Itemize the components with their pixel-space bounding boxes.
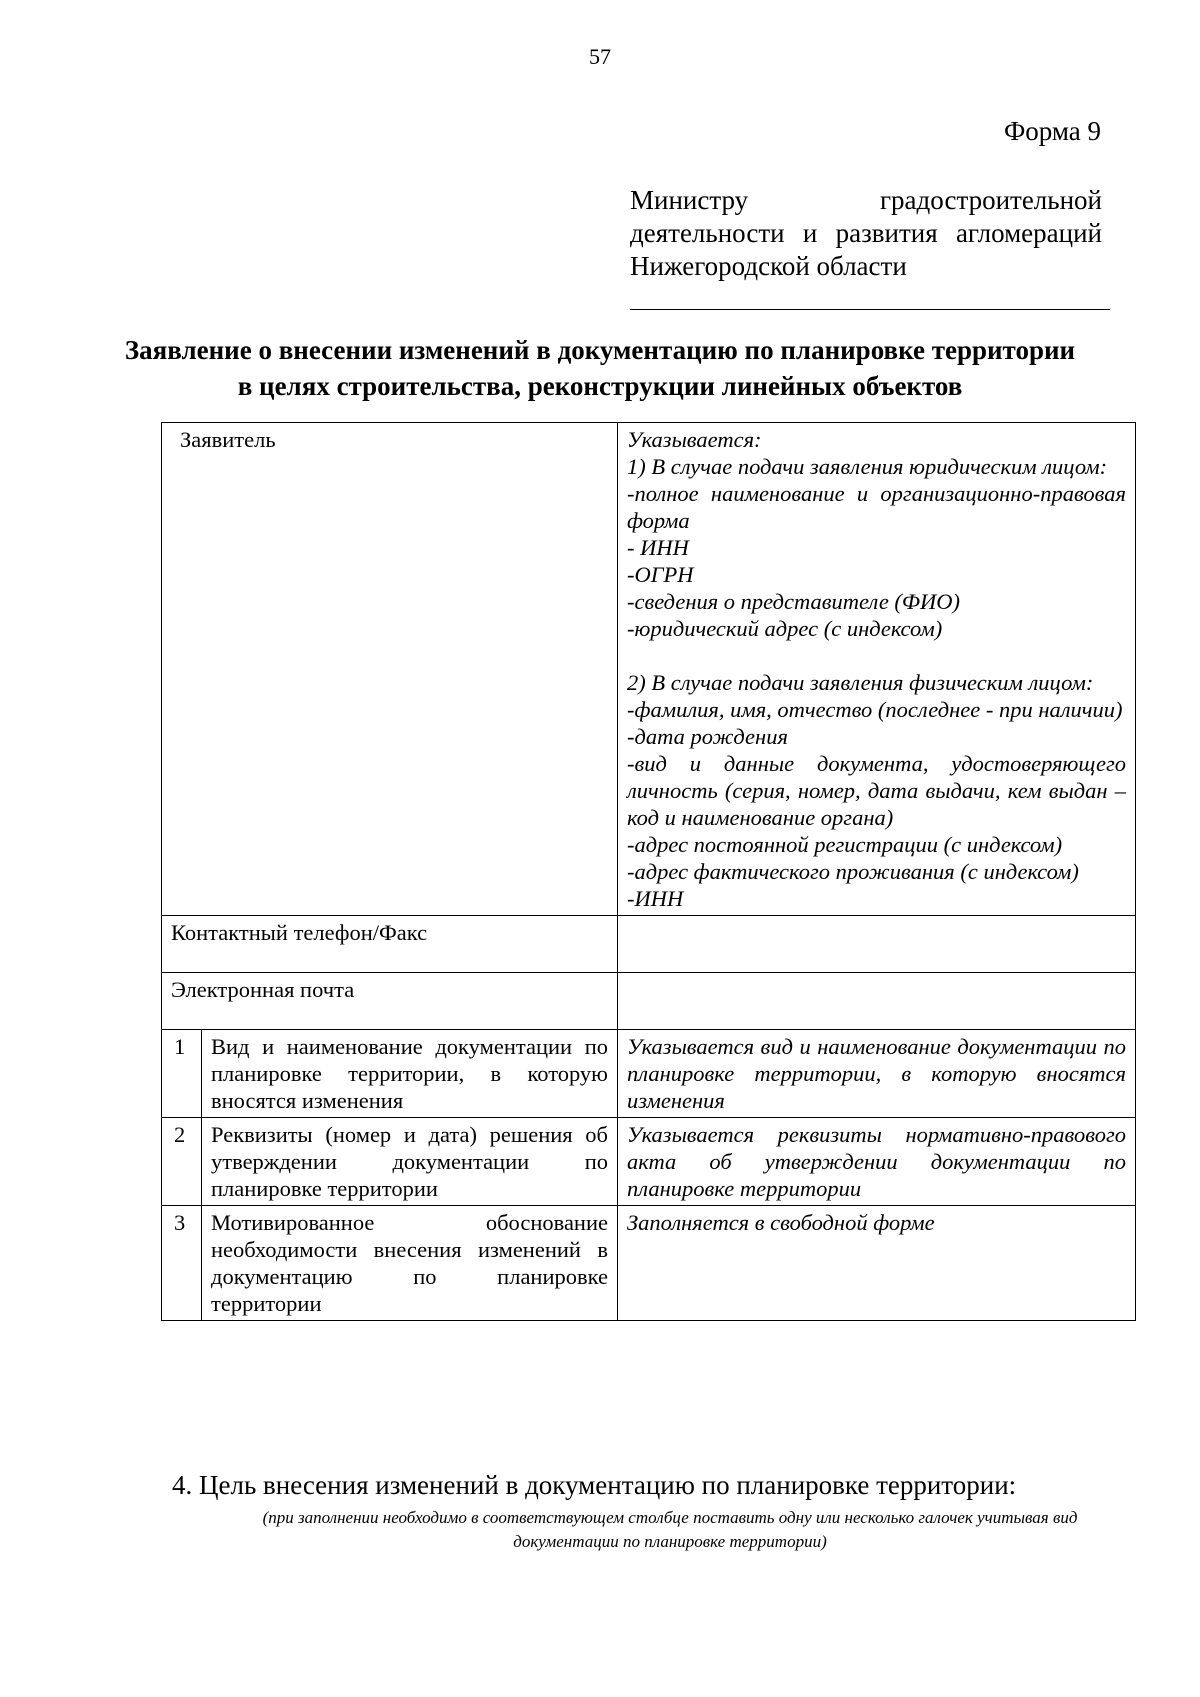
applicant-line: 2) В случае подачи заявления физическим лицом: — [627, 670, 1094, 695]
email-label: Электронная почта — [162, 973, 618, 1030]
section-4-heading: 4. Цель внесения изменений в документацию по планировке территории: — [172, 1470, 1017, 1500]
table-row-contact-phone — [162, 916, 1136, 973]
row-label: Мотивированное обоснование необходимости внесения изменений в документацию по планировке территории — [202, 1206, 618, 1321]
row-label: Вид и наименование документации по планировке территории, в которую вносятся изменения — [202, 1030, 618, 1118]
applicant-line: - ИНН — [627, 535, 689, 560]
contact-phone-label: Контактный телефон/Факс — [162, 916, 618, 973]
applicant-line: -полное наименование и организационно-правовая форма — [627, 481, 1126, 533]
row-label: Реквизиты (номер и дата) решения об утверждении документации по планировке территории — [202, 1118, 618, 1206]
row-number: 1 — [162, 1030, 202, 1118]
applicant-line: -ОГРН — [627, 562, 694, 587]
table-row-applicant — [162, 423, 1136, 916]
page-number: 57 — [589, 44, 611, 69]
applicant-line: -юридический адрес (с индексом) — [627, 616, 943, 641]
applicant-spacer — [627, 642, 1126, 669]
row-number: 2 — [162, 1118, 202, 1206]
email-field[interactable] — [618, 973, 1136, 1030]
table-row — [162, 1030, 1136, 1118]
row-value: Указывается вид и наименование документации по планировке территории, в которую вносятся изменения — [618, 1030, 1136, 1118]
applicant-line: -фамилия, имя, отчество (последнее - при наличии) — [627, 697, 1123, 722]
applicant-line: Указывается: — [627, 427, 762, 452]
row-number: 3 — [162, 1206, 202, 1321]
applicant-line: 1) В случае подачи заявления юридическим лицом: — [627, 454, 1108, 479]
applicant-line: -дата рождения — [627, 724, 788, 749]
addressee: Министру градостроительной деятельности и развития агломераций Нижегородской области — [630, 185, 1102, 281]
applicant-line: -адрес постоянной регистрации (с индексом) — [627, 832, 1063, 857]
applicant-line: -вид и данные документа, удостоверяющего личность (серия, номер, дата выдачи, кем выдан – код и наименование органа) — [627, 751, 1126, 830]
application-table — [161, 422, 1136, 1321]
applicant-instructions — [618, 423, 1136, 916]
row-value: Указывается реквизиты нормативно-правового акта об утверждении документации по планировке территории — [618, 1118, 1136, 1206]
addressee-signature-line — [630, 309, 1110, 310]
row-value: Заполняется в свободной форме — [618, 1206, 1136, 1321]
applicant-line: -сведения о представителе (ФИО) — [627, 589, 961, 614]
applicant-line: -ИНН — [627, 886, 684, 911]
form-label: Форма 9 — [1003, 116, 1101, 146]
applicant-line: -адрес фактического проживания (с индексом) — [627, 859, 1079, 884]
section-4-note: (при заполнении необходимо в соответствующем столбце поставить одну или несколько галочек учитывая вид документации по планировке территории) — [262, 1508, 1078, 1551]
table-row — [162, 1206, 1136, 1321]
contact-phone-field[interactable] — [618, 916, 1136, 973]
table-row — [162, 1118, 1136, 1206]
document-title: Заявление о внесении изменений в документацию по планировке территории в целях строительства, реконструкции линейных объектов — [124, 335, 1076, 401]
applicant-label: Заявитель — [162, 423, 618, 916]
table-row-email — [162, 973, 1136, 1030]
